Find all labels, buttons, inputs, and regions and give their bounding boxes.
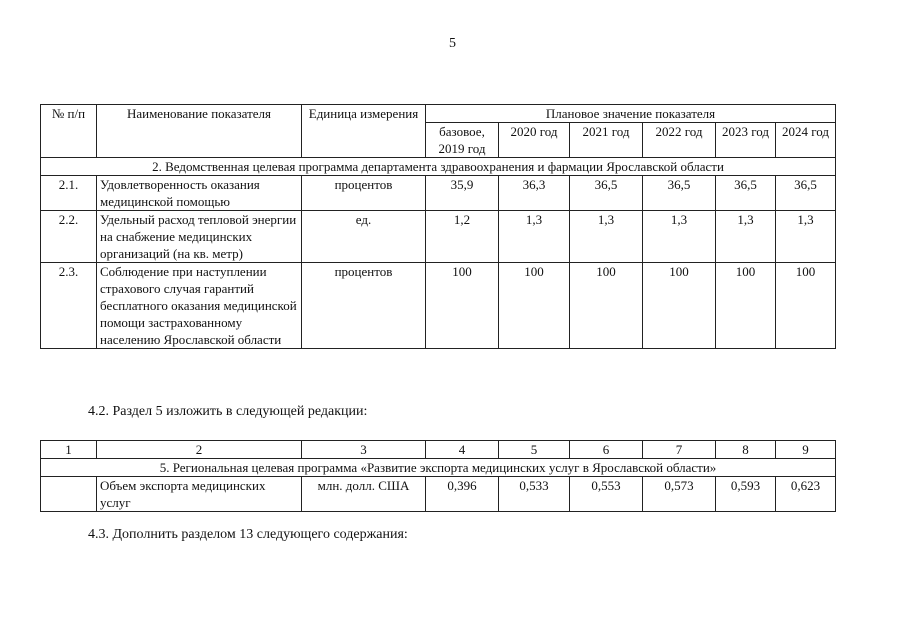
row-indicator-name: Соблюдение при наступлении страхового случая гарантий бесплатного оказания медицинской помощи застрахованному населению Ярославской области: [97, 263, 302, 349]
row-num: 2.2.: [41, 211, 97, 263]
row-indicator-name: Объем экспорта медицинских услуг: [97, 477, 302, 512]
row-value: 100: [776, 263, 836, 349]
header-year: 2022 год: [643, 123, 716, 158]
column-number: 9: [776, 441, 836, 459]
row-value: 36,3: [499, 176, 570, 211]
row-indicator-name: Удельный расход тепловой энергии на снабжение медицинских организаций (на кв. метр): [97, 211, 302, 263]
header-year: 2023 год: [716, 123, 776, 158]
row-value: 1,3: [716, 211, 776, 263]
header-indicator-name: Наименование показателя: [97, 105, 302, 158]
column-number: 3: [302, 441, 426, 459]
row-value: 100: [716, 263, 776, 349]
table-header-row: [41, 105, 836, 123]
column-number: 8: [716, 441, 776, 459]
row-value: 1,3: [776, 211, 836, 263]
row-value: 36,5: [570, 176, 643, 211]
column-numbers-row: [41, 441, 836, 459]
row-value: 100: [570, 263, 643, 349]
column-number: 7: [643, 441, 716, 459]
table-row: [41, 477, 836, 512]
row-value: 100: [499, 263, 570, 349]
section-title: 2. Ведомственная целевая программа департамента здравоохранения и фармации Ярославской области: [41, 158, 836, 176]
header-planned-value: Плановое значение показателя: [426, 105, 836, 123]
page-number: 5: [449, 36, 456, 51]
row-value: 100: [643, 263, 716, 349]
header-year: 2020 год: [499, 123, 570, 158]
table-row: [41, 263, 836, 349]
column-number: 1: [41, 441, 97, 459]
row-unit: процентов: [302, 263, 426, 349]
row-value: 0,396: [426, 477, 499, 512]
row-unit: ед.: [302, 211, 426, 263]
row-value: 36,5: [716, 176, 776, 211]
row-value: 0,593: [716, 477, 776, 512]
column-number: 5: [499, 441, 570, 459]
row-value: 1,3: [499, 211, 570, 263]
row-value: 1,3: [570, 211, 643, 263]
column-number: 4: [426, 441, 499, 459]
row-value: 0,533: [499, 477, 570, 512]
paragraph-4-3: 4.3. Дополнить разделом 13 следующего содержания:: [88, 527, 408, 542]
section-row: [41, 158, 836, 176]
row-value: 35,9: [426, 176, 499, 211]
export-table: [40, 440, 836, 512]
table-row: [41, 176, 836, 211]
table-row: [41, 211, 836, 263]
header-unit: Единица измерения: [302, 105, 426, 158]
row-value: 0,573: [643, 477, 716, 512]
row-indicator-name: Удовлетворенность оказания медицинской помощью: [97, 176, 302, 211]
row-value: 100: [426, 263, 499, 349]
section-row: [41, 459, 836, 477]
row-unit: млн. долл. США: [302, 477, 426, 512]
row-num: 2.1.: [41, 176, 97, 211]
paragraph-4-2: 4.2. Раздел 5 изложить в следующей редакции:: [88, 404, 368, 419]
header-year: базовое, 2019 год: [426, 123, 499, 158]
row-value: 0,553: [570, 477, 643, 512]
row-value: 1,3: [643, 211, 716, 263]
section-title: 5. Региональная целевая программа «Развитие экспорта медицинских услуг в Ярославской области»: [41, 459, 836, 477]
row-unit: процентов: [302, 176, 426, 211]
row-num: [41, 477, 97, 512]
header-year: 2024 год: [776, 123, 836, 158]
row-value: 36,5: [643, 176, 716, 211]
header-num: № п/п: [41, 105, 97, 158]
column-number: 6: [570, 441, 643, 459]
column-number: 2: [97, 441, 302, 459]
row-value: 36,5: [776, 176, 836, 211]
header-year: 2021 год: [570, 123, 643, 158]
row-value: 0,623: [776, 477, 836, 512]
row-value: 1,2: [426, 211, 499, 263]
indicators-table: [40, 104, 836, 349]
row-num: 2.3.: [41, 263, 97, 349]
